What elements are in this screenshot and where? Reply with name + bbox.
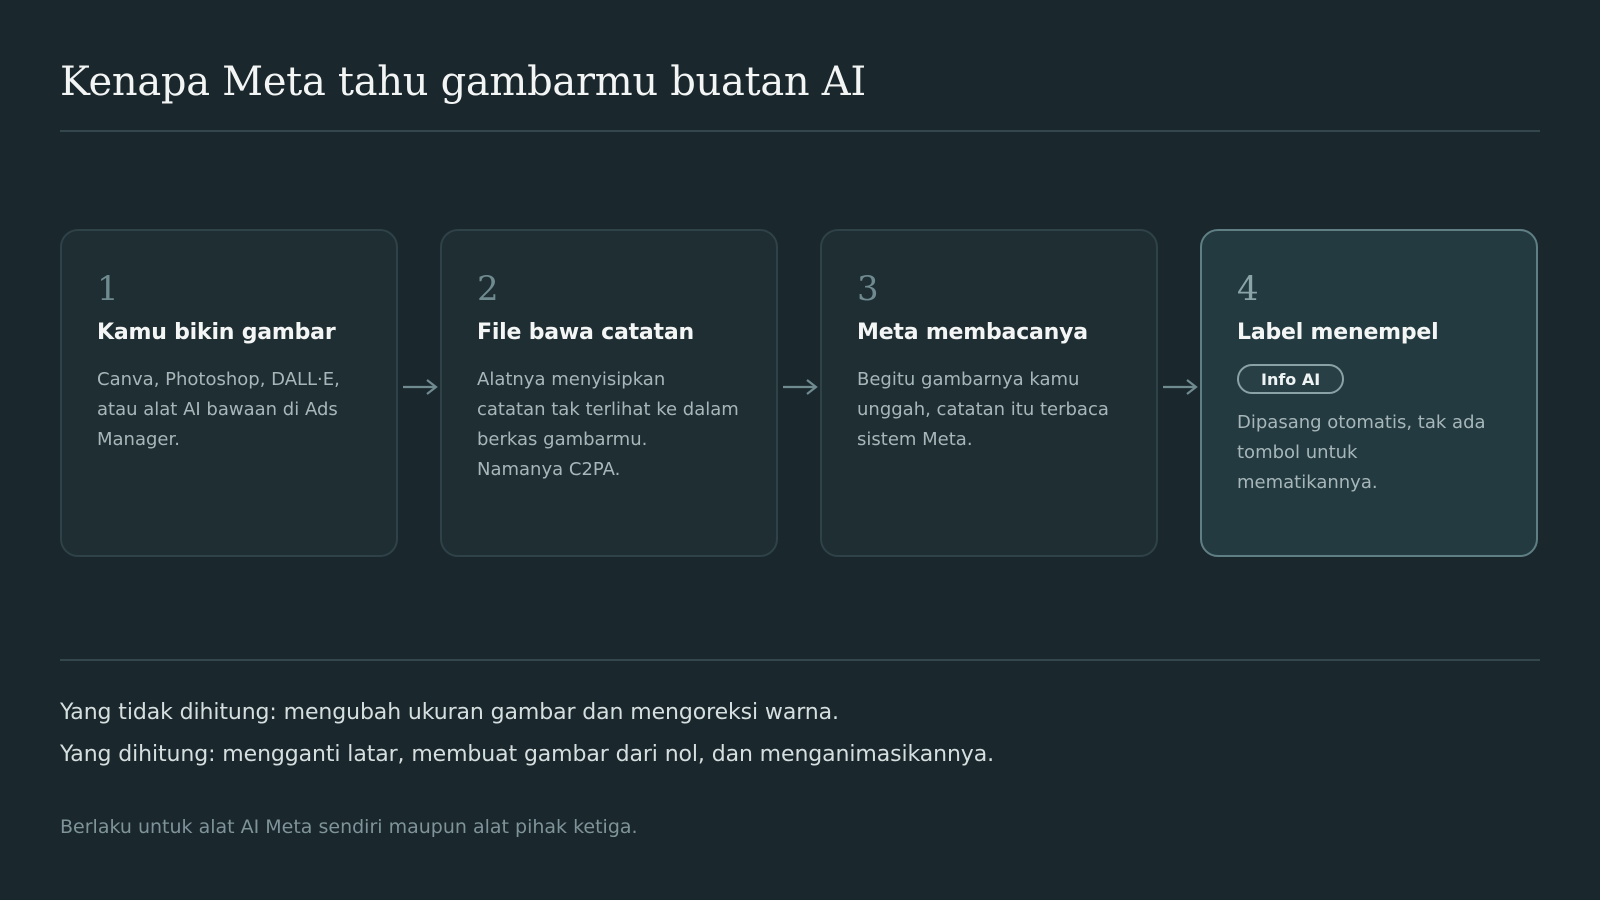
- step-card-3: [820, 229, 1158, 557]
- step-title: Label menempel: [1237, 320, 1439, 345]
- note-counted: Yang dihitung: mengganti latar, membuat gambar dari nol, dan menganimasikannya.: [60, 742, 994, 767]
- step-title: Kamu bikin gambar: [97, 320, 336, 345]
- step-description: Alatnya menyisipkan catatan tak terlihat ke dalam berkas gambarmu. Namanya C2PA.: [477, 369, 739, 480]
- footnote: Berlaku untuk alat AI Meta sendiri maupun alat pihak ketiga.: [60, 816, 638, 838]
- step-card-4: [1200, 229, 1538, 557]
- step-description: Begitu gambarnya kamu unggah, catatan itu terbaca sistem Meta.: [857, 369, 1109, 450]
- arrow-right-icon: [781, 377, 819, 397]
- ai-info-badge: Info AI: [1237, 364, 1344, 394]
- note-not-counted: Yang tidak dihitung: mengubah ukuran gambar dan mengoreksi warna.: [60, 700, 839, 725]
- notes-section: [60, 692, 1540, 776]
- step-card-2: [440, 229, 778, 557]
- notes-divider: [60, 659, 1540, 661]
- step-title: Meta membacanya: [857, 320, 1088, 345]
- title-divider: [60, 130, 1540, 132]
- step-card-1: [60, 229, 398, 557]
- step-description: Dipasang otomatis, tak ada tombol untuk mematikannya.: [1237, 412, 1486, 493]
- page-title: Kenapa Meta tahu gambarmu buatan AI: [60, 59, 866, 105]
- arrow-right-icon: [401, 377, 439, 397]
- step-number: 3: [857, 269, 879, 309]
- step-number: 1: [97, 269, 119, 309]
- process-flow: [60, 229, 1540, 561]
- step-description: Canva, Photoshop, DALL·E, atau alat AI bawaan di Ads Manager.: [97, 369, 340, 450]
- step-number: 4: [1237, 269, 1259, 309]
- step-number: 2: [477, 269, 499, 309]
- step-title: File bawa catatan: [477, 320, 694, 345]
- arrow-right-icon: [1161, 377, 1199, 397]
